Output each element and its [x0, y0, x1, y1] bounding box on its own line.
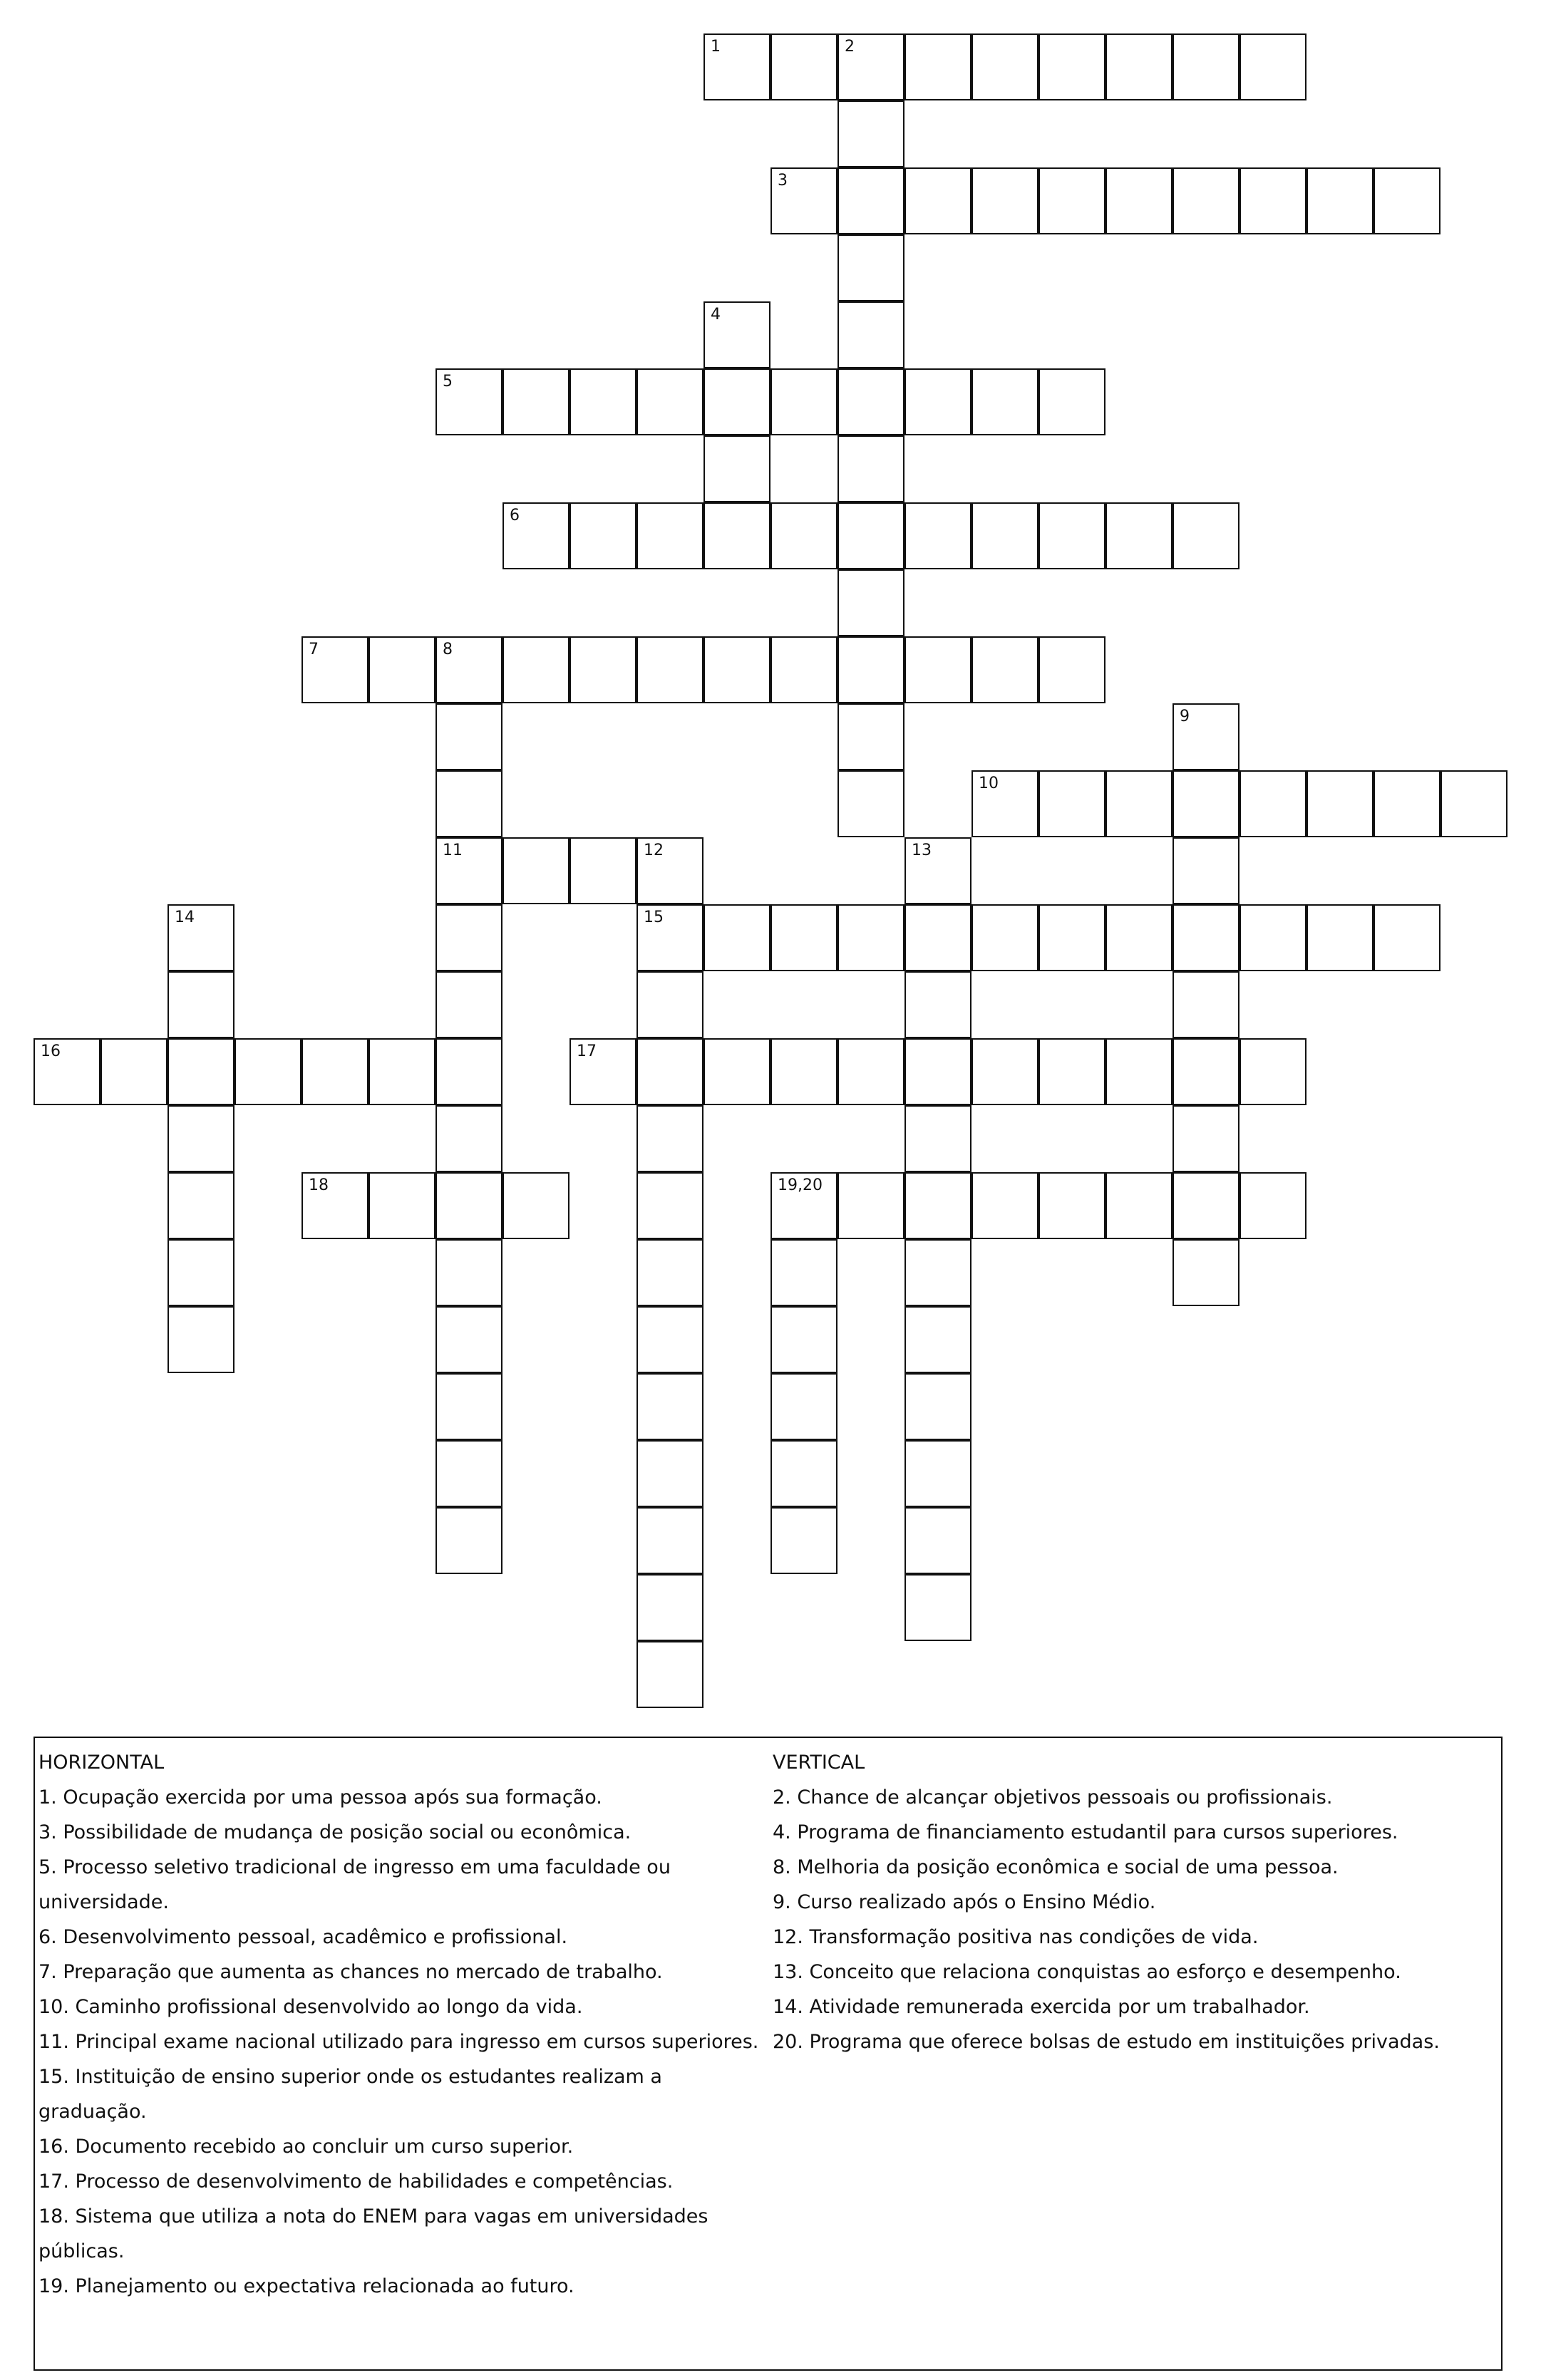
- crossword-cell[interactable]: [770, 1306, 838, 1373]
- crossword-cell[interactable]: [636, 1574, 704, 1641]
- clue-v-2: 2. Chance de alcançar objetivos pessoais ou profissionais.: [773, 1786, 1333, 1809]
- crossword-cell[interactable]: [570, 636, 636, 703]
- crossword-cell[interactable]: [904, 1172, 972, 1239]
- crossword-cell[interactable]: [302, 1038, 368, 1105]
- crossword-cell[interactable]: [972, 368, 1038, 435]
- crossword-cell[interactable]: [904, 1239, 972, 1306]
- clue-number: 14: [175, 909, 195, 926]
- crossword-cell[interactable]: [436, 1172, 502, 1239]
- crossword-cell[interactable]: [838, 636, 904, 703]
- crossword-cell[interactable]: [704, 435, 770, 502]
- clue-h-6: 6. Desenvolvimento pessoal, acadêmico e profissional.: [38, 1926, 568, 1948]
- crossword-cell[interactable]: [34, 1038, 100, 1105]
- crossword-cell[interactable]: [502, 502, 570, 569]
- crossword-cell[interactable]: [1106, 1038, 1172, 1105]
- crossword-cell[interactable]: [904, 1507, 972, 1574]
- vertical-heading: VERTICAL: [773, 1752, 865, 1774]
- crossword-cell[interactable]: [436, 1306, 502, 1373]
- crossword-cell[interactable]: [302, 1172, 368, 1239]
- clue-number: 4: [711, 306, 721, 324]
- clues-box: [34, 1737, 1503, 2371]
- crossword-cell[interactable]: [368, 1038, 436, 1105]
- clue-number: 8: [443, 641, 453, 658]
- clue-h-16: 16. Documento recebido ao concluir um curso superior.: [38, 2136, 574, 2158]
- crossword-cell[interactable]: [838, 502, 904, 569]
- crossword-cell[interactable]: [570, 837, 636, 904]
- crossword-cell[interactable]: [636, 904, 704, 971]
- crossword-cell[interactable]: [636, 636, 704, 703]
- crossword-cell[interactable]: [636, 1306, 704, 1373]
- crossword-cell[interactable]: [436, 636, 502, 703]
- crossword-cell[interactable]: [636, 1239, 704, 1306]
- clue-number: 7: [309, 641, 319, 658]
- crossword-cell[interactable]: [1106, 33, 1172, 100]
- clue-number: 11: [443, 842, 463, 859]
- crossword-cell[interactable]: [436, 1038, 502, 1105]
- crossword-cell[interactable]: [704, 301, 770, 368]
- clue-number: 2: [845, 38, 855, 56]
- crossword-cell[interactable]: [904, 837, 972, 904]
- crossword-cell[interactable]: [904, 1574, 972, 1641]
- clue-number: 5: [443, 373, 453, 390]
- crossword-cell[interactable]: [1172, 837, 1240, 904]
- crossword-cell[interactable]: [838, 569, 904, 636]
- crossword-cell[interactable]: [1172, 1105, 1240, 1172]
- crossword-cell[interactable]: [436, 904, 502, 971]
- horizontal-heading: HORIZONTAL: [38, 1752, 165, 1774]
- crossword-cell[interactable]: [436, 770, 502, 837]
- crossword-cell[interactable]: [636, 1507, 704, 1574]
- crossword-cell[interactable]: [704, 368, 770, 435]
- crossword-cell[interactable]: [570, 502, 636, 569]
- clue-number: 6: [510, 507, 520, 524]
- crossword-cell[interactable]: [704, 904, 770, 971]
- crossword-cell[interactable]: [302, 636, 368, 703]
- clue-h-5: 5. Processo seletivo tradicional de ingresso em uma faculdade ou universidade.: [38, 1856, 671, 1913]
- crossword-cell[interactable]: [636, 971, 704, 1038]
- crossword-cell[interactable]: [1306, 770, 1374, 837]
- crossword-cell[interactable]: [1172, 1038, 1240, 1105]
- crossword-cell[interactable]: [570, 368, 636, 435]
- clue-number: 10: [979, 775, 999, 792]
- crossword-cell[interactable]: [1440, 770, 1508, 837]
- clue-v-13: 13. Conceito que relaciona conquistas ao esforço e desempenho.: [773, 1961, 1401, 1983]
- crossword-cell[interactable]: [838, 167, 904, 234]
- crossword-cell[interactable]: [770, 1239, 838, 1306]
- crossword-cell[interactable]: [1306, 904, 1374, 971]
- crossword-cell[interactable]: [838, 100, 904, 167]
- vertical-clues: [773, 1745, 1493, 2059]
- crossword-cell[interactable]: [234, 1038, 302, 1105]
- crossword-cell[interactable]: [636, 1440, 704, 1507]
- crossword-cell[interactable]: [436, 1105, 502, 1172]
- crossword-cell[interactable]: [1038, 167, 1106, 234]
- crossword-cell[interactable]: [636, 1172, 704, 1239]
- clue-h-1: 1. Ocupação exercida por uma pessoa após sua formação.: [38, 1786, 602, 1809]
- crossword-cell[interactable]: [838, 1172, 904, 1239]
- clue-number: 9: [1180, 708, 1190, 725]
- crossword-cell[interactable]: [972, 1038, 1038, 1105]
- crossword-cell[interactable]: [436, 971, 502, 1038]
- crossword-cell[interactable]: [168, 1038, 234, 1105]
- crossword-cell[interactable]: [838, 904, 904, 971]
- crossword-cell[interactable]: [838, 1038, 904, 1105]
- crossword-cell[interactable]: [502, 636, 570, 703]
- crossword-cell[interactable]: [502, 837, 570, 904]
- crossword-cell[interactable]: [770, 167, 838, 234]
- crossword-cell[interactable]: [1240, 904, 1306, 971]
- crossword-cell[interactable]: [972, 167, 1038, 234]
- crossword-cell[interactable]: [436, 703, 502, 770]
- clue-number: 13: [912, 842, 932, 859]
- crossword-cell[interactable]: [704, 1038, 770, 1105]
- crossword-cell[interactable]: [972, 904, 1038, 971]
- crossword-cell[interactable]: [770, 33, 838, 100]
- crossword-cell[interactable]: [1240, 1038, 1306, 1105]
- crossword-cell[interactable]: [1172, 167, 1240, 234]
- crossword-cell[interactable]: [904, 1038, 972, 1105]
- clue-number: 16: [41, 1042, 61, 1060]
- clue-h-18: 18. Sistema que utiliza a nota do ENEM para vagas em universidades públicas.: [38, 2205, 708, 2262]
- crossword-cell[interactable]: [1038, 636, 1106, 703]
- crossword-cell[interactable]: [1240, 1172, 1306, 1239]
- crossword-cell[interactable]: [904, 368, 972, 435]
- horizontal-clues: [38, 1745, 766, 2304]
- crossword-cell[interactable]: [1172, 502, 1240, 569]
- crossword-cell[interactable]: [838, 234, 904, 301]
- crossword-cell[interactable]: [502, 1172, 570, 1239]
- crossword-cell[interactable]: [972, 636, 1038, 703]
- crossword-cell[interactable]: [1038, 33, 1106, 100]
- crossword-cell[interactable]: [436, 837, 502, 904]
- clue-h-15: 15. Instituição de ensino superior onde os estudantes realizam a graduação.: [38, 2066, 662, 2123]
- clue-h-11: 11. Principal exame nacional utilizado para ingresso em cursos superiores.: [38, 2031, 759, 2053]
- crossword-cell[interactable]: [168, 971, 234, 1038]
- crossword-cell[interactable]: [168, 1239, 234, 1306]
- crossword-cell[interactable]: [770, 502, 838, 569]
- crossword-cell[interactable]: [436, 368, 502, 435]
- crossword-cell[interactable]: [1038, 368, 1106, 435]
- crossword-cell[interactable]: [770, 904, 838, 971]
- crossword-cell[interactable]: [838, 301, 904, 368]
- crossword-cell[interactable]: [1172, 703, 1240, 770]
- crossword-cell[interactable]: [770, 636, 838, 703]
- crossword-cell[interactable]: [838, 703, 904, 770]
- crossword-cell[interactable]: [704, 33, 770, 100]
- clue-number: 17: [577, 1042, 597, 1060]
- crossword-cell[interactable]: [436, 1373, 502, 1440]
- crossword-cell[interactable]: [168, 1172, 234, 1239]
- crossword-cell[interactable]: [1240, 770, 1306, 837]
- crossword-cell[interactable]: [904, 1373, 972, 1440]
- crossword-cell[interactable]: [636, 837, 704, 904]
- crossword-cell[interactable]: [1374, 904, 1440, 971]
- crossword-cell[interactable]: [704, 636, 770, 703]
- crossword-cell[interactable]: [904, 502, 972, 569]
- clue-v-20: 20. Programa que oferece bolsas de estudo em instituições privadas.: [773, 2031, 1440, 2053]
- clue-number: 19,20: [778, 1176, 823, 1194]
- clue-h-10: 10. Caminho profissional desenvolvido ao longo da vida.: [38, 1996, 583, 2018]
- crossword-cell[interactable]: [1106, 1172, 1172, 1239]
- clue-h-3: 3. Possibilidade de mudança de posição social ou econômica.: [38, 1821, 632, 1843]
- crossword-cell[interactable]: [368, 1172, 436, 1239]
- crossword-cell[interactable]: [904, 1105, 972, 1172]
- clue-v-9: 9. Curso realizado após o Ensino Médio.: [773, 1891, 1156, 1913]
- crossword-cell[interactable]: [1106, 770, 1172, 837]
- crossword-cell[interactable]: [904, 904, 972, 971]
- crossword-cell[interactable]: [436, 1507, 502, 1574]
- crossword-cell[interactable]: [904, 33, 972, 100]
- crossword-cell[interactable]: [1172, 1172, 1240, 1239]
- crossword-cell[interactable]: [904, 971, 972, 1038]
- crossword-cell[interactable]: [1374, 167, 1440, 234]
- crossword-cell[interactable]: [972, 1172, 1038, 1239]
- crossword-cell[interactable]: [904, 1306, 972, 1373]
- clue-h-19: 19. Planejamento ou expectativa relacionada ao futuro.: [38, 2275, 574, 2297]
- crossword-cell[interactable]: [168, 1105, 234, 1172]
- clue-number: 15: [644, 909, 664, 926]
- crossword-cell[interactable]: [1240, 33, 1306, 100]
- crossword-cell[interactable]: [636, 502, 704, 569]
- crossword-cell[interactable]: [636, 368, 704, 435]
- clue-number: 1: [711, 38, 721, 56]
- clue-number: 18: [309, 1176, 329, 1194]
- crossword-cell[interactable]: [904, 1440, 972, 1507]
- crossword-cell[interactable]: [972, 770, 1038, 837]
- crossword-cell[interactable]: [636, 1105, 704, 1172]
- crossword-cell[interactable]: [636, 1038, 704, 1105]
- crossword-cell[interactable]: [1038, 904, 1106, 971]
- crossword-cell[interactable]: [1172, 971, 1240, 1038]
- crossword-cell[interactable]: [1038, 502, 1106, 569]
- crossword-cell[interactable]: [972, 33, 1038, 100]
- crossword-cell[interactable]: [1106, 904, 1172, 971]
- crossword-cell[interactable]: [770, 1373, 838, 1440]
- crossword-cell[interactable]: [838, 435, 904, 502]
- crossword-cell[interactable]: [502, 368, 570, 435]
- crossword-cell[interactable]: [704, 502, 770, 569]
- crossword-cell[interactable]: [168, 1306, 234, 1373]
- crossword-cell[interactable]: [1106, 167, 1172, 234]
- crossword-cell[interactable]: [770, 368, 838, 435]
- crossword-cell[interactable]: [368, 636, 436, 703]
- crossword-cell[interactable]: [770, 1507, 838, 1574]
- clue-number: 3: [778, 172, 788, 190]
- crossword-cell[interactable]: [1172, 1239, 1240, 1306]
- crossword-cell[interactable]: [770, 1038, 838, 1105]
- crossword-cell[interactable]: [1374, 770, 1440, 837]
- clue-v-12: 12. Transformação positiva nas condições de vida.: [773, 1926, 1259, 1948]
- crossword-cell[interactable]: [570, 1038, 636, 1105]
- crossword-cell[interactable]: [904, 167, 972, 234]
- crossword-cell[interactable]: [436, 1239, 502, 1306]
- crossword-cell[interactable]: [1306, 167, 1374, 234]
- crossword-cell[interactable]: [838, 770, 904, 837]
- crossword-cell[interactable]: [1172, 904, 1240, 971]
- crossword-cell[interactable]: [1172, 770, 1240, 837]
- crossword-cell[interactable]: [838, 33, 904, 100]
- crossword-cell[interactable]: [838, 368, 904, 435]
- clue-h-7: 7. Preparação que aumenta as chances no mercado de trabalho.: [38, 1961, 663, 1983]
- clue-v-8: 8. Melhoria da posição econômica e social de uma pessoa.: [773, 1856, 1339, 1878]
- crossword-cell[interactable]: [436, 1440, 502, 1507]
- crossword-cell[interactable]: [168, 904, 234, 971]
- crossword-cell[interactable]: [1240, 167, 1306, 234]
- crossword-cell[interactable]: [972, 502, 1038, 569]
- crossword-cell[interactable]: [1038, 1038, 1106, 1105]
- crossword-cell[interactable]: [1038, 770, 1106, 837]
- clue-h-17: 17. Processo de desenvolvimento de habilidades e competências.: [38, 2171, 674, 2193]
- crossword-cell[interactable]: [904, 636, 972, 703]
- clue-v-14: 14. Atividade remunerada exercida por um trabalhador.: [773, 1996, 1310, 2018]
- crossword-cell[interactable]: [770, 1440, 838, 1507]
- crossword-cell[interactable]: [1172, 33, 1240, 100]
- clue-number: 12: [644, 842, 664, 859]
- crossword-cell[interactable]: [1106, 502, 1172, 569]
- crossword-cell[interactable]: [636, 1641, 704, 1708]
- crossword-cell[interactable]: [1038, 1172, 1106, 1239]
- crossword-cell[interactable]: [770, 1172, 838, 1239]
- clue-v-4: 4. Programa de financiamento estudantil para cursos superiores.: [773, 1821, 1398, 1843]
- crossword-cell[interactable]: [100, 1038, 168, 1105]
- crossword-cell[interactable]: [636, 1373, 704, 1440]
